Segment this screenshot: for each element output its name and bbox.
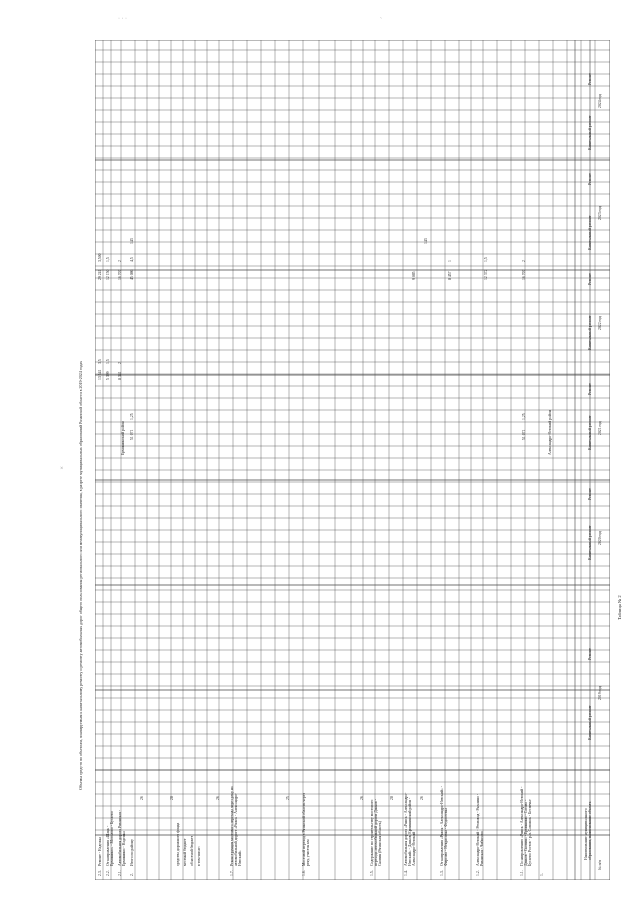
year-header-2020: 2020 год — [598, 531, 602, 545]
table-grid — [95, 40, 610, 880]
header-num: № п/п — [598, 860, 602, 870]
value-cell: 13 541 — [98, 369, 102, 380]
value-cell: 1,5 — [484, 257, 488, 262]
value-cell: 4,5 — [130, 257, 134, 262]
value-cell: 2 — [118, 260, 122, 262]
value-cell: 1 — [448, 260, 452, 262]
row-note: местный бюджет — [183, 838, 187, 866]
value-cell: 26 — [420, 796, 424, 800]
value-cell: 12 150 — [106, 269, 110, 280]
value-cell: 2 — [522, 260, 526, 262]
data-table — [95, 40, 610, 880]
value-cell: 26 — [216, 796, 220, 800]
value-cell: 25 — [286, 796, 290, 800]
district-label-2: Ермишинский район — [121, 421, 125, 455]
group-repair-2019: Ремонт — [588, 648, 592, 660]
value-cell: 9 085 — [412, 271, 416, 280]
row-num: 1.5. — [370, 870, 374, 876]
row-name: От направления «Ряжск - Александро-Невский» - Фирсово - Некрасовка - Федосеевка — [440, 786, 448, 866]
row-num: 1.7. — [230, 870, 234, 876]
scan-artifact: · · · — [118, 16, 127, 22]
row-num: 1.6. — [302, 870, 306, 876]
value-cell: 28 — [390, 796, 394, 800]
value-cell: 28 — [170, 796, 174, 800]
row-num: 1.3. — [440, 870, 444, 876]
year-header-2022: 2022 год — [598, 316, 602, 330]
value-cell: 29 241 — [98, 269, 102, 280]
value-cell: 8 457 — [448, 271, 452, 280]
row-note: областной бюджет — [190, 836, 194, 866]
value-cell: 2 — [118, 362, 122, 364]
row-name: Содержание по строительству мостового перехода автомобильной дороги Данков - Скопин (Рязанская область) — [370, 798, 382, 866]
group-repair-2021: Ремонт — [588, 383, 592, 395]
value-cell: 51 071 — [522, 429, 526, 440]
group-repair-2023: Ремонт — [588, 173, 592, 185]
row-name: Автомобильная дорога Рязанская - Ермишино - Надежка — [118, 809, 126, 866]
district-label-1: Александро-Невский район — [548, 410, 552, 455]
scan-artifact: × — [60, 466, 64, 472]
value-cell: 3,5 — [98, 359, 102, 364]
group-repair-2020: Ремонт — [588, 488, 592, 500]
value-cell: 8 341 — [118, 371, 122, 380]
table-number: Таблица № 2 — [617, 595, 622, 620]
row-name: От направления «Шацк - Ермишино» - Мосолово - Бусаево — [106, 811, 114, 866]
group-capital-2020: Капитальный ремонт — [588, 525, 592, 560]
row-name: Автомобильная дорога «Ряжск - Александро-Невский» - Данков, Ермишинский район - Александро-Невский — [404, 792, 416, 866]
group-capital-2019: Капитальный ремонт — [588, 705, 592, 740]
value-cell: 16 707 — [118, 269, 122, 280]
row-name: Реконструкция мостового перехода через реку на автомобильной дороге «Ряжск - Александро-Невский» — [230, 786, 242, 866]
header-name: Наименование муниципального образования, наименование объекта — [584, 801, 592, 860]
group-repair-2022: Ремонт — [588, 273, 592, 285]
value-cell: 3,500 — [98, 253, 102, 262]
row-note: средства дорожного фонда — [176, 822, 180, 866]
row-num: 1.4. — [404, 870, 408, 876]
group-capital-2021: Капитальный ремонт — [588, 415, 592, 450]
value-cell: 143 — [130, 238, 134, 244]
row-num: 1. — [540, 873, 544, 876]
row-num: 1.2. — [476, 870, 480, 876]
value-cell: 1,25 — [522, 413, 526, 420]
value-cell: 5 399 — [106, 371, 110, 380]
value-cell: 1,25 — [130, 413, 134, 420]
year-header-2024: 2024 год — [598, 94, 602, 108]
row-name: Итого по району — [130, 839, 134, 866]
year-header-2021: 2021 год — [598, 421, 602, 435]
value-cell: 143 — [424, 238, 428, 244]
year-header-2019: 2019 год — [598, 686, 602, 700]
row-name: Мостовой переход в Рязанской области через реку, участок км — [302, 792, 310, 866]
value-cell: 51 071 — [130, 429, 134, 440]
row-num: 2.3. — [98, 870, 102, 876]
value-cell: 26 — [140, 796, 144, 800]
group-capital-2023: Капитальный ремонт — [588, 215, 592, 250]
row-note: в том числе: — [197, 846, 201, 866]
row-num: 2. — [130, 873, 134, 876]
group-repair-2024: Ремонт — [588, 73, 592, 85]
row-name: По направлению «Ряжск - Александро-Невский - Данков - Скопин» - Ермишино - Сасово - Бусаево Ростов - р.п. Сапожок - Беспечье — [520, 786, 532, 866]
value-cell: 12 372 — [484, 269, 488, 280]
row-num: 1.1. — [520, 870, 524, 876]
value-cell: 16 707 — [522, 269, 526, 280]
row-name: Ремонт - Надежка — [98, 836, 102, 866]
value-cell: 26 — [360, 796, 364, 800]
value-cell: 45 086 — [130, 269, 134, 280]
row-name: Александро-Невский - Ремзавод - Рыхлино - Рязанская - Чибисово — [476, 793, 484, 866]
group-capital-2022: Капитальный ремонт — [588, 315, 592, 350]
row-num: 2.1. — [118, 870, 122, 876]
year-header-2023: 2023 год — [598, 206, 602, 220]
document-caption: Объемы средств по объектам, планируемым к капитальному ремонту и ремонту автомобильных дорог общего пользования регионального или межмуниципального значения, в разрезе муниципальных образований Рязанской области в 2019-2024 годах — [78, 360, 83, 790]
value-cell: 1,5 — [106, 257, 110, 262]
value-cell: 1,5 — [106, 359, 110, 364]
row-num: 2.2. — [106, 870, 110, 876]
group-capital-2024: Капитальный ремонт — [588, 115, 592, 150]
scan-artifact: ` — [380, 18, 382, 24]
